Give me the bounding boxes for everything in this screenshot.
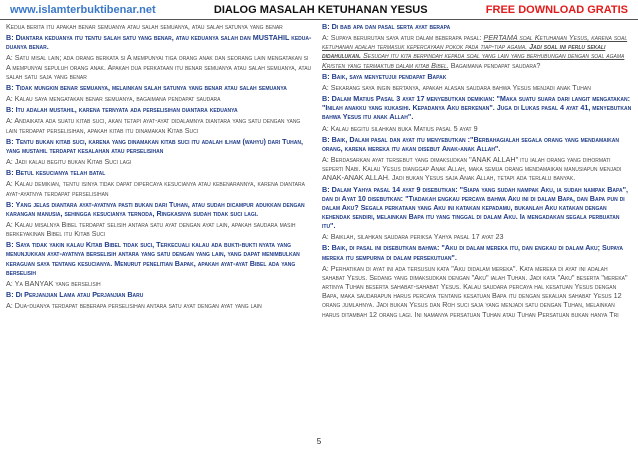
underlined-text: PERTAMA soal Ketuhanan Yesus, karena soal ketuhanan adalah termasuk kepercayaan pokok pada tiap-tiap agama. (322, 33, 628, 52)
dialog-paragraph: Kedua berita itu apakah benar semuanya atau salah semuanya, atau salah satunya yang benar (6, 22, 283, 31)
dialog-paragraph: A: Ya BANYAK yang berselisih (6, 278, 101, 288)
dialog-paragraph (322, 33, 632, 70)
dialog-paragraph: B: Diantara keduanya itu tentu salah satu yang benar, atau keduanya salah dan MUSTAHIL kedua-duanya benar. (6, 33, 312, 52)
dialog-paragraph: B: Yang jelas diantara ayat-ayatnya pasti bukan dari Tuhan, atau sudah dicampur adukkan dengan karangan manusia, sehingga kesucianya ternoda, Ringkasnya sudah tidak suci lagi. (6, 199, 305, 218)
dialog-paragraph: B: Dalam Yahya pasal 14 ayat 9 disebutkan: "Siapa yang sudah nampak Aku, ia sudah nampak Bapa", dan di Ayat 10 disebutkan: "Tiadakah engkau percaya bahwa Aku ini di dalam Bapa, dan Bapa pun di dalam Aku? Segala perkataan yang Aku ini katakan kepadamu, bukanlah Aku katakan dengan kehendak sendiri, melainkan Bapa itu yang tinggal di dalam Aku. Ia mengadakan segala perbuatan itu". (322, 184, 628, 231)
dialog-paragraph: B: Dalam Matius Pasal 3 ayat 17 menyebutkan demikian: "Maka suatu suara dari langit mengatakan: "Inilah anakku yang kukasihi. Kepadanya Aku berkenan". Juga di Lukas pasal 4 ayat 41, menyebutkan bahwa Yesus itu anak Allah". (322, 94, 632, 122)
page-number: 5 (316, 437, 322, 446)
dialog-paragraph: A: Satu misal lain; ada orang berkata si A mempunyai tiga orang anak dan seorang lain mengatakan si A mempunyai sepuluh orang anak. Apakah dua perkataan itu benar semuanya atau salah semuanya, atau salah satu saja yang benar (6, 53, 312, 81)
dialog-paragraph: A: Kalau misalnya Bibel terdapat selisih antara satu ayat dengan ayat lain, apakah saudara masih berkeyakinan Bibel itu Kitab Suci (6, 219, 296, 239)
dialog-paragraph: A: Sekarang saya ingin bertanya, apakah alasan saudara bahwa Yesus menjadi anak Tuhan (322, 82, 591, 92)
dialog-paragraph: A: Berdasarkan ayat tersebut yang dimaksudkan "ANAK ALLAH" itu ialah orang yang dihormati seperti Nabi. Kalau Yesus dianggap Anak Allah, maka semua orang mendamaikan manusiapun menjadi ANAK-ANAK ALLAH. Jadi bukan Yesus saja Anak Allah, tetapi ada terlalu banyak. (322, 155, 622, 183)
right-column (322, 22, 632, 435)
free-download-label[interactable]: FREE DOWNLOAD GRATIS (485, 3, 628, 16)
dialog-paragraph: A: Andaikata ada suatu kitab suci, akan tetapi ayat-ayat didalamnya diantara yang satu dengan yang lain terdapat perselisihan, apakah kitab itu dinamakan Kitab Suci (6, 116, 301, 135)
dialog-paragraph: B: Tidak mungkin benar semuanya, melainkan salah satunya yang benar atau salah semuanya (6, 82, 287, 92)
dialog-paragraph: A: Kalau demikian, tentu isinya tidak dapat dipercaya kesucianya atau kebenarannya, karena diantara ayat-ayatnya terdapat perselisihan (6, 179, 305, 198)
dialog-paragraph: A: Kalau begitu silahkan buka Matius pasal 5 ayat 9 (322, 123, 478, 133)
page-header (0, 0, 638, 20)
dialog-paragraph: B: Itu adalah mustahil, karena ternyata ada perselisihan diantara keduanya (6, 105, 238, 115)
dialog-paragraph: A: Baiklah, silahkan saudara periksa Yahya pasal 17 ayat 23 (322, 232, 504, 242)
dialog-paragraph: B: Baik, di pasal ini disebutkan bahwa: "Aku di dalam mereka itu, dan engkau di dalam Aku; Supaya mereka itu sempurna di dalam persekutuan". (322, 243, 624, 262)
document-title: DIALOG MASALAH KETUHANAN YESUS (213, 3, 428, 16)
answer-prefix: A: Supaya berurutan saya atur dalam beberapa pasal: (322, 33, 484, 43)
underlined-text: Sesudah itu kita berpindah kepada soal yang lain yang berhubungan dengan soal agama Kristen yang termaktub dalam kitab Bibel. (322, 51, 625, 70)
answer-suffix: Bagaimana pendapat saudara? (448, 60, 541, 70)
dialog-paragraph: B: Saya tidak yakin kalau Kitab Bibel tidak suci, Terkecuali kalau ada bukti-bukti nyata yang menunjukkan ayat-ayatnya berselisih antara yang satu dengan yang lain, yang dapat menimbulkan keraguan saya tentang kesucianya. Menurut penelitian Bapak, apakah ayat-ayat Bibel ada yang berselisih (6, 240, 300, 277)
dialog-paragraph: B: Di bab apa dan pasal serta ayat berapa (322, 22, 451, 31)
left-column (6, 22, 312, 435)
dialog-paragraph: A: Perhatikan di ayat ini ada tersusun kata "Aku didalam mereka". Kata mereka di ayat ini adalah sahabat Yesus. Sedang yang dimaksudkan dengan "Aku" ialah Tuhan. Jadi kata "Aku" beserta "mereka" artinya Tuhan beserta sahabat-sahabat Yesus. Kalau saudara percaya hal kesatuan Yesus dengan Bapa, maka saudarapun harus percaya tentang kesatuan Bapa itu dengan sekalian sahabat Yesus 12 orang jumlahnya. Jadi bukan Yesus dan Roh suci saja yang menjadi satu dengan Tuhan, melainkan harus ditambah 12 orang lagi. Ini namanya persatuan Tuhan atau Tuhan Persatuan bukan hanya Tri (322, 263, 628, 319)
dialog-paragraph: A: Dua-duanya terdapat beberapa perselisihan antara satu ayat dengan ayat yang lain (6, 301, 262, 311)
dialog-paragraph: B: Baik, saya menyetujui pendapat Bapak (322, 71, 447, 81)
dialog-paragraph: A: Jadi kalau begitu bukan Kitab Suci lagi (6, 157, 132, 167)
dialog-paragraph: B: Di Perjanjian Lama atau Perjanjian Baru (6, 290, 144, 300)
dialog-paragraph: B: Tentu bukan kitab suci, karena yang dinamakan kitab suci itu adalah ilham (wahyu) dari Tuhan, yang mustahil terdapat kesalahan atau perselisihan (6, 136, 303, 155)
site-link[interactable]: www.islamterbuktibenar.net (10, 3, 156, 16)
dialog-paragraph: B: Betul kesucianya telah batal (6, 168, 106, 178)
dialog-paragraph: B: Baik, Dalam pasal dan ayat itu menyebutkan :"Berbahagialah segala orang yang mendamaikan orang, karena mereka itu akan disebut Anak-anak Allah". (322, 134, 619, 153)
underlined-bold-text: Jadi soal ini perlu sekali didahulukan. (322, 42, 606, 61)
dialog-paragraph: A: Kalau saya mengatakan benar semuanya, bagaimana pendapat saudara (6, 94, 221, 104)
